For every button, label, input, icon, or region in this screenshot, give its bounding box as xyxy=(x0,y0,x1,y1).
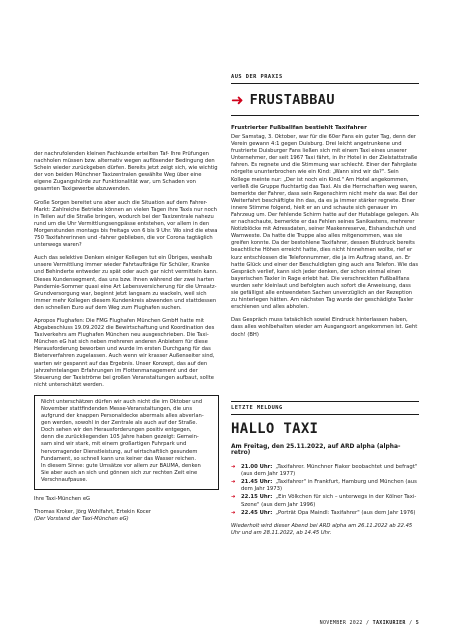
box-line: denn die zurückliegenden 105 Jahre haben gezeigt: Gemein- xyxy=(41,434,199,441)
late-label: LETZTE MELDUNG xyxy=(231,404,283,411)
left-paragraph: Große Sorgen bereitet uns aber auch die Situation auf dem Fahrer-Markt: Zahlreiche Betriebe können an vielen Tagen ihre Taxis nur noch in Teilen auf die Straße bringen, wodurch bei der Taxizentrale nahezu rund um die Uhr Vermittlungsengpässe entstehen, vor allem in den Morgenstunden montags bis freitags von 6 bis 9 Uhr. Wo sind die etwa 750 Taxifahrerinnen und -fahrer geblieben, die vor Corona tagtäglich unterwegs waren? xyxy=(34,199,218,249)
page-title: FRUSTABBAU xyxy=(249,92,335,109)
item-time: 21.00 Uhr: xyxy=(241,463,273,470)
item-time: 22.45 Uhr: xyxy=(241,509,273,516)
section-rule xyxy=(231,83,419,84)
box-line: Sie aber auch an sich und gönnen sich zur rechten Zeit eine xyxy=(41,469,198,476)
box-line: Doch sehen wir den Herausforderungen positiv entgegen, xyxy=(41,427,192,434)
list-item xyxy=(231,510,419,517)
left-paragraph: Auch das selektive Denken einiger Kollegen tut ein Übriges, weshalb unsere Vermittlung immer wieder Fahrtaufträge für Schüler, Kranke und Behinderte entweder zu spät oder auch gar nicht vermitteln kann. Dieses Kundensegment, das uns bzw. Ihnen während der zwei harten Pandemie-Sommer quasi eine Art Lebensversicherung für die Umsatz-Grundversorgung war, beginnt jetzt langsam zu wackeln, weil sich immer mehr Kollegen diesem Kundenkreis abwenden und stattdessen den schnellen Euro auf dem Weg zum Flughafen suchen. xyxy=(34,255,218,311)
box-line: aufgrund der knappen Personaldecke abermals alles abverlan- xyxy=(41,413,204,420)
box-line: gen werden, sowohl in der Zentrale als auch auf der Straße. xyxy=(41,420,198,427)
left-column xyxy=(34,151,219,523)
arrow-right-icon: ➜ xyxy=(231,479,236,485)
arrow-right-icon: ➜ xyxy=(231,463,236,470)
late-note: Wiederholt wird dieser Abend bei ARD alpha am 26.11.2022 ab 22.45 Uhr und am 28.11.2022, ab 14.45 Uhr. xyxy=(231,523,413,537)
list-item xyxy=(231,494,419,508)
signature-block xyxy=(34,496,219,523)
left-paragraph: der nachrufolenden kleinen Fachkunde erteilten Taf- Ihre Prüfungen nachholen müssen bzw. alternativ wegen auflösender Bedingung den Schein wieder zurückgeben dürfen. Bereits jetzt zeigt sich, wie wichtig der von beiden Münchner Taxizentralen gewählte Weg über eine eigene Zugangshürde zur Funktionalität war, um Schaden von gesamten Taxigewerbe abzuwenden. xyxy=(34,151,218,193)
box-line: Fundament, so schnell kann uns keiner das Wasser reichen. xyxy=(41,455,197,462)
item-text: „Ein Völkchen für sich – unterwegs in der Kölner Taxi-Szene" (aus dem Jahr 1996) xyxy=(241,494,417,508)
signature-org: Ihre Taxi-München eG xyxy=(34,496,91,503)
signature-role: (Der Vorstand der Taxi-München eG) xyxy=(34,516,129,523)
item-time: 21.45 Uhr: xyxy=(241,479,273,485)
section-label: AUS DER PRAXIS xyxy=(231,74,283,80)
box-line: Verschnaufpause. xyxy=(41,476,88,483)
arrow-right-icon: ➜ xyxy=(231,90,244,109)
title-rule xyxy=(231,115,419,116)
program-list xyxy=(231,464,419,517)
article-paragraph: Der Samstag, 3. Oktober, war für die 60er Fans ein guter Tag, denn der Verein gewann 4:1 gegen Duisburg. Drei leicht angetrunkene und frustrierte Duisburger Fans ließen sich mit einem Taxi eines unserer Unternehmer, der seit 1967 Taxi fährt, in ihr Hotel in der Zielstattstraße fahren. Es regnete und die Stimmung war schlecht. Einer der Fahrgäste nörgelte ununterbrochen wie ein Kind: „Wann sind wir da?". Sein Kollege meinte nur: „Der ist noch ein Kind." Am Hotel angekommen, verließ die Gruppe fluchtartig das Taxi. Als die Herrschaften weg waren, bemerkte der Fahrer, dass sein Regenschirm nicht mehr da war. Bei der Weiterfahrt beschäftigte ihn das, da es ja immer stärker regnete. Einer innere Stimme folgend, hielt er an und schaute sich genauer im Fahrzeug um. Der fehlende Schirm hatte auf der Hutablage gelegen. Als er nachschaute, bemerkte er das Fehlen seines Sanikastens, mehrerer Notizblöcke mit Adressdaten, seiner Maskenreserve, Eishandschuh und Warnweste. Da hatte die Truppe also alles mitgenommen, was sie greifen konnte. Da der bestohlene Taxifahrer, dessen Blutdruck bereits beachtliche Höhen erreicht hatte, dies nicht hinnehmen wollte, rief er kurz entschlossen die Telefonnummer, die ja im Auftrag stand, an. Er hatte Glück und einer der Beschuldigten ging auch ans Telefon. Wie das Gespräch verlief, kann sich jeder denken, der schon einmal einen bayerischen Taxler in Rage erlebt hat. Die verschreckten Fußballfans wurden sehr kleinlaut und befolgten auch sofort die Anweisung, dass sie gefälligst alle entwendeten Sachen unverzüglich an der Rezeption zu hinterlegen hätten. Am nächsten Tag wurde der geschädigte Taxler erschienen und alles abholen. xyxy=(231,133,419,311)
item-time: 22.15 Uhr: xyxy=(241,494,273,501)
right-column xyxy=(231,74,419,345)
footer-page-number: 5 xyxy=(415,620,419,626)
late-title: HALLO TAXI xyxy=(231,420,319,437)
box-line: In diesem Sinne: gute Umsätze vor allem zur BAUMA, denken xyxy=(41,462,201,469)
section-title xyxy=(231,92,419,108)
article-paragraph: Das Gespräch muss tatsächlich sowiel Eindruck hinterlassen haben, dass alles wohlbehalten wieder am Ausgangsort angekommen ist. Geht doch! (BH) xyxy=(231,317,418,338)
arrow-right-icon: ➜ xyxy=(231,509,236,516)
closing-box xyxy=(34,395,219,490)
late-rule-top xyxy=(231,401,419,402)
article-headline: Frustrierter Fußballfan bestiehlt Taxifahrer xyxy=(231,124,367,131)
late-rule xyxy=(231,414,419,415)
page-footer: NOVEMBER 2022 / TAXIKURIER / 5 xyxy=(319,620,419,626)
left-paragraph: Apropos Flughafen: Die FMG Flughafen München GmbH hatte mit Abgabeschluss 19.09.2022 die Bewirtschaftung und Koordination des Taxiverkehrs am Flughafen München neu ausgeschrieben. Die Taxi-München eG hat sich neben mehreren anderen Anbietern für diese Herausforderung beworben und wurde im ersten Durchgang für das Bieterverfahren zugelassen. Auch wenn wir krasser Außenseiter sind, warten wir gespannt auf das Ergebnis. Unser Konzept, das auf den jahrzehntelangen Erfahrungen im Flottenmanagement und der Steuerung der Taxiströme bei großen Veranstaltungen aufbaut, sollte nicht unterschätzt werden. xyxy=(34,317,215,388)
footer-magazine: TAXIKURIER xyxy=(372,620,406,626)
box-line: November stattfindenden Messe-Veranstaltungen, die uns xyxy=(41,406,193,412)
arrow-right-icon: ➜ xyxy=(231,494,236,501)
late-news-box xyxy=(231,401,419,537)
box-line: hervorragender Dienstleistung, auf wirtschaftlich gesundem xyxy=(41,448,198,455)
item-text: „Taxifahrer" in Frankfurt, Hamburg und München (aus dem Jahr 1973) xyxy=(241,479,417,493)
item-text: „Taxifahrer. Münchner Fiaker beobachtet und befragt" (aus dem Jahr 1977) xyxy=(241,463,418,477)
signature-names: Thomas Kroker, Jörg Wohlfahrt, Ertekin Kocer xyxy=(34,509,151,516)
item-text: „Porträt Opa Maindl: Taxifahrer" (aus dem Jahr 1976) xyxy=(275,509,416,516)
box-line: sam sind wir stark, mit einem großartigen Fuhrpark und xyxy=(41,441,187,448)
list-item xyxy=(231,464,419,478)
late-subtitle: Am Freitag, den 25.11.2022, auf ARD alpha (alpha-retro) xyxy=(231,443,401,456)
box-line: Nicht unterschätzen dürfen wir auch nicht die im Oktober und xyxy=(41,398,203,405)
footer-issue: NOVEMBER 2022 xyxy=(319,620,363,626)
list-item xyxy=(231,479,419,493)
